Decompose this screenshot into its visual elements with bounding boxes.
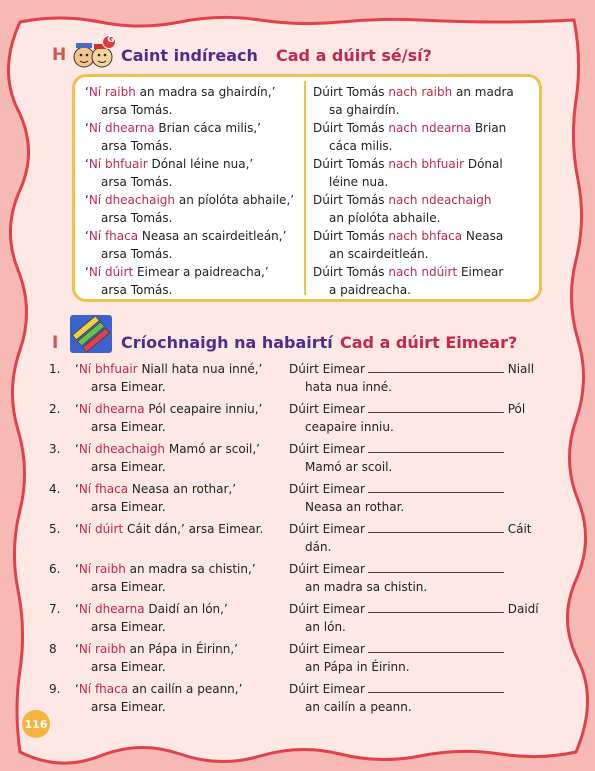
- exercise-number: 9.: [49, 682, 61, 696]
- direct-item: ‘Ní dheachaigh an píolóta abhaile,’ arsa Tomás.: [85, 193, 295, 225]
- indirect-item: Dúirt Tomás nach ndúirt Eimear a paidreacha.: [313, 265, 504, 297]
- indirect-item: Dúirt Tomás nach ndeachaigh an píolóta abhaile.: [313, 193, 492, 225]
- answer-blank[interactable]: [368, 641, 504, 653]
- exercise-answer: Dúirt Eimear Daidí an lón.: [289, 602, 539, 634]
- direct-item: ‘Ní dhearna Brian cáca milis,’ arsa Tomás.: [85, 121, 261, 153]
- exercise-direct: ‘Ní dhearna Daidí an lón,’ arsa Eimear.: [75, 602, 228, 634]
- crayons-icon: [68, 313, 114, 355]
- section-h-title: Caint indíreach: [121, 46, 258, 65]
- exercise-number: 8: [49, 642, 57, 656]
- direct-speech-column: [85, 83, 307, 299]
- answer-blank[interactable]: [368, 401, 504, 413]
- exercise-answer: Dúirt Eimear an Pápa in Éirinn.: [289, 640, 549, 676]
- answer-blank[interactable]: [368, 561, 504, 573]
- section-i-question: Cad a dúirt Eimear?: [340, 333, 518, 352]
- section-i-title: Críochnaigh na habairtí: [121, 333, 333, 352]
- exercise-answer: Dúirt Eimear Pól ceapaire inniu.: [289, 402, 526, 434]
- answer-blank[interactable]: [368, 441, 504, 453]
- answer-blank[interactable]: [368, 681, 504, 693]
- answer-blank[interactable]: [368, 601, 504, 613]
- exercise-direct: ‘Ní fhaca Neasa an rothar,’ arsa Eimear.: [75, 482, 237, 514]
- exercise-answer: Dúirt Eimear Neasa an rothar.: [289, 480, 549, 516]
- exercise-direct: ‘Ní dheachaigh Mamó ar scoil,’ arsa Eimear.: [75, 442, 260, 474]
- exercise-direct: ‘Ní fhaca an cailín a peann,’ arsa Eimear.: [75, 682, 243, 714]
- exercise-direct: ‘Ní raibh an Pápa in Éirinn,’ arsa Eimear.: [75, 642, 238, 674]
- example-panel: [72, 74, 542, 302]
- direct-item: ‘Ní raibh an madra sa ghairdín,’ arsa Tomás.: [85, 85, 276, 117]
- page-number-badge: 116: [22, 710, 50, 738]
- exercise-number: 2.: [49, 402, 61, 416]
- exercise-answer: Dúirt Eimear Cáit dán.: [289, 522, 532, 554]
- section-h-letter: H: [52, 45, 67, 65]
- indirect-item: Dúirt Tomás nach raibh an madra sa ghairdín.: [313, 85, 514, 117]
- direct-item: ‘Ní bhfuair Dónal léine nua,’ arsa Tomás.: [85, 157, 254, 189]
- exercise-answer: Dúirt Eimear an madra sa chistin.: [289, 560, 549, 596]
- badge-letter: G: [107, 35, 115, 45]
- direct-item: ‘Ní fhaca Neasa an scairdeitleán,’ arsa Tomás.: [85, 229, 287, 261]
- section-i-letter: I: [52, 333, 59, 353]
- indirect-item: Dúirt Tomás nach bhfuair Dónal léine nua.: [313, 157, 503, 189]
- exercise-answer: Dúirt Eimear Mamó ar scoil.: [289, 440, 549, 476]
- exercise-direct: ‘Ní bhfuair Niall hata nua inné,’ arsa Eimear.: [75, 362, 263, 394]
- exercise-direct: ‘Ní dhearna Pól ceapaire inniu,’ arsa Eimear.: [75, 402, 263, 434]
- indirect-item: Dúirt Tomás nach ndearna Brian cáca milis.: [313, 121, 507, 153]
- answer-blank[interactable]: [368, 361, 504, 373]
- exercise-number: 5.: [49, 522, 61, 536]
- exercise-number: 4.: [49, 482, 61, 496]
- exercise-direct: ‘Ní dúirt Cáit dán,’ arsa Eimear.: [75, 522, 264, 536]
- section-h-question: Cad a dúirt sé/sí?: [276, 46, 432, 65]
- indirect-item: Dúirt Tomás nach bhfaca Neasa an scairdeitleán.: [313, 229, 504, 261]
- exercise-answer: Dúirt Eimear Niall hata nua inné.: [289, 362, 535, 394]
- indirect-speech-column: [313, 83, 539, 299]
- exercise-answer: Dúirt Eimear an cailín a peann.: [289, 680, 549, 716]
- answer-blank[interactable]: [368, 481, 504, 493]
- exercise-number: 6.: [49, 562, 61, 576]
- exercise-number: 7.: [49, 602, 61, 616]
- answer-blank[interactable]: [368, 521, 504, 533]
- direct-item: ‘Ní dúirt Eimear a paidreacha,’ arsa Tomás.: [85, 265, 269, 297]
- exercise-direct: ‘Ní raibh an madra sa chistin,’ arsa Eimear.: [75, 562, 256, 594]
- exercise-number: 3.: [49, 442, 61, 456]
- exercise-number: 1.: [49, 362, 61, 376]
